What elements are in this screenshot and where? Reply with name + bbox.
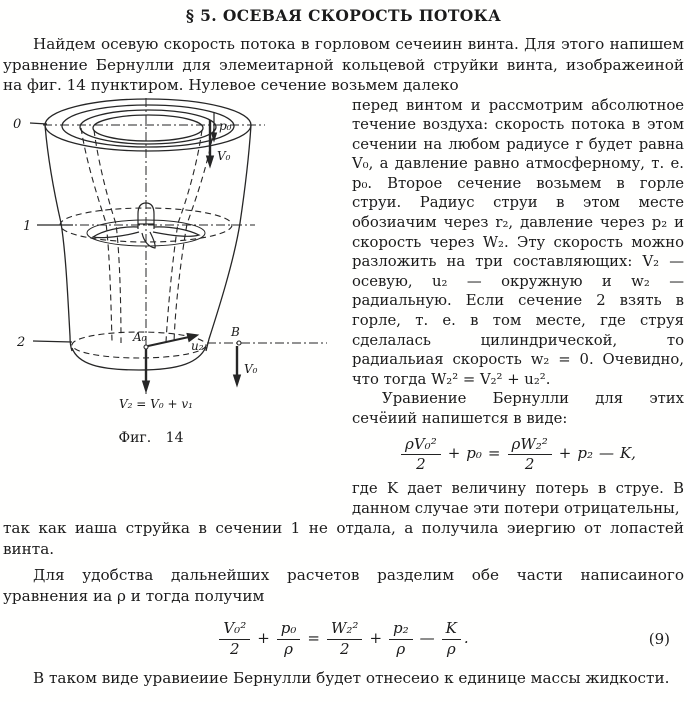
equation-number: (9) [648,630,670,649]
paragraph-intro: Найдем осевую скорость потока в горловом сечеиин винта. Для этого напишем уравнение Бернулли для элемеитарной кольцевой струйки винта, изображеиной на фиг. 14 пунктиром. Нулевое сечение возьмем далеко [3,35,684,94]
fraction-v0: $\frac{\text{V₀²}}{2}$ [219,620,250,658]
bernoulli-equation: $\frac{\text{ρV₀²}}{2}$ + p₀ = $\frac{\text{ρW₂²}}{2}$ + p₂ — K, [352,436,684,474]
paragraph-divide-by-rho: Для удобства дальнейших расчетов разделим обе части написаиного уравнения иа ρ и тогда получим [3,566,684,605]
paragraph-losses-continued: так как иаша струйка в сечении 1 не отдала, а получила эиергию от лопастей винта. [3,519,684,558]
v0-right-label: V₀ [244,361,258,376]
figure-14 [3,96,349,454]
stream-tube-figure [3,96,349,454]
right-text-column [349,96,684,519]
figure-and-text-row [3,96,684,519]
fraction-rho-w2: $\frac{\text{ρW₂²}}{2}$ [508,436,552,474]
fraction-p0-rho: $\frac{\text{p₀}}{\rho}$ [277,620,301,658]
point-b [237,341,241,345]
b-label: В [231,324,240,339]
section2-label: 2 [17,334,26,350]
v2-arrowhead [143,381,150,392]
u2-label: u₂ [191,338,204,353]
section2-leader-line [33,341,72,342]
paragraph-conclusion: В таком виде уравиеиие Бернулли будет отнесеио к единице массы жидкости. [33,668,670,687]
a0-label: A₀ [133,329,147,344]
v2-equation-label: V₂ = V₀ + v₁ [119,396,193,411]
tube-left-wall [45,125,72,351]
fraction-rho-v0: $\frac{\text{ρV₀²}}{2}$ [401,436,441,474]
figure-caption: Фиг. 14 [118,429,184,446]
section1-label: 1 [23,218,32,234]
equation-9: $\frac{\text{V₀²}}{2}$ + $\frac{\text{p₀}}{\rho}$ = $\frac{\text{W₂²}}{2}$ + $\frac{\text{p₂}}{\rho}$ — $\frac{K}{\rho}$ . [3,620,684,658]
v0-top-label: V₀ [217,148,231,163]
section0-label: 0 [13,116,22,132]
p0-label: p₀ [219,118,232,133]
equation-9-row [3,620,684,658]
fraction-k-rho: $\frac{K}{\rho}$ [442,620,461,658]
section0-leader-line [30,123,47,124]
filament-inner-ellipse [93,115,203,141]
v0-right-arrowhead [234,375,241,386]
fraction-w2: $\frac{\text{W₂²}}{2}$ [327,620,362,658]
point-a0 [144,345,148,349]
v0-arrowhead [207,156,214,167]
paragraph-losses: где K дает величину потерь в струе. В данном случае эти потери отрицательны, [352,480,684,517]
paragraph-sections: перед винтом и рассмотрим абсолютное течение воздуха: скорость потока в этом сечении на любом радиусе r будет равна V₀, а давление равно атмосферному, т. е. p₀. Второе сечение возьмем в горле струи. Радиус струи в этом месте обозиачим через r₂, давление через p₂ и скорость через W₂. Эту скорость можно разложить на три составляющих: V₂ — осевую, u₂ — окружную и w₂ — радиальную. Если сечение 2 взять в горле, т. е. в том месте, где струя сделалась цилиндрической, то радиальиая скорость w₂ = 0. Очевидно, что тогда W₂² = V₂² + u₂². [352,96,684,388]
paragraph-bernoulli-intro: Уравиение Бернулли для этих сечёиий напишется в виде: [352,390,684,427]
fraction-p2-rho: $\frac{\text{p₂}}{\rho}$ [389,620,413,658]
page-title: § 5. ОСЕВАЯ СКОРОСТЬ ПОТОКА [185,6,502,25]
u2-arrow [148,337,189,346]
